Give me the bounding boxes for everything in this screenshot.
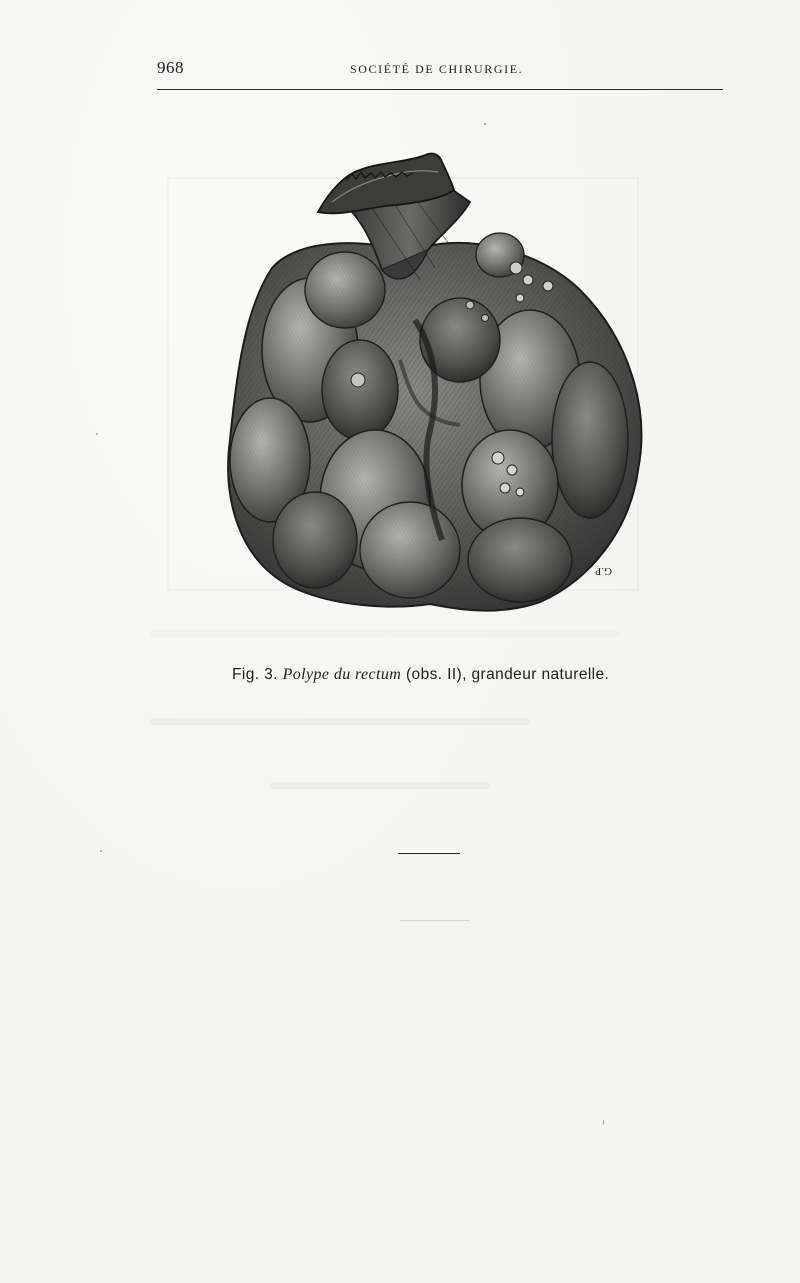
caption-label: Fig. 3. [232, 666, 278, 683]
figure-caption [232, 666, 652, 684]
caption-rest: (obs. II), grandeur naturelle. [405, 666, 610, 683]
bleed-through-line [270, 782, 490, 789]
section-end-rule [398, 853, 460, 854]
paper-speck [100, 850, 102, 852]
paper-speck [603, 1120, 604, 1125]
bleed-through-line [150, 718, 530, 725]
paper-speck [96, 433, 98, 435]
figure-engraving [160, 140, 650, 620]
bleed-through-line [150, 630, 620, 637]
running-title: SOCIÉTÉ DE CHIRURGIE. [350, 62, 524, 76]
running-head [157, 56, 723, 84]
page-number: 968 [157, 58, 184, 77]
bleed-through-rule [400, 920, 470, 921]
header-rule [157, 89, 723, 90]
paper-speck [484, 123, 486, 125]
polyp-illustration [160, 140, 650, 620]
caption-title: Polype du rectum [282, 666, 402, 683]
engraver-signature: G.P [595, 565, 612, 577]
